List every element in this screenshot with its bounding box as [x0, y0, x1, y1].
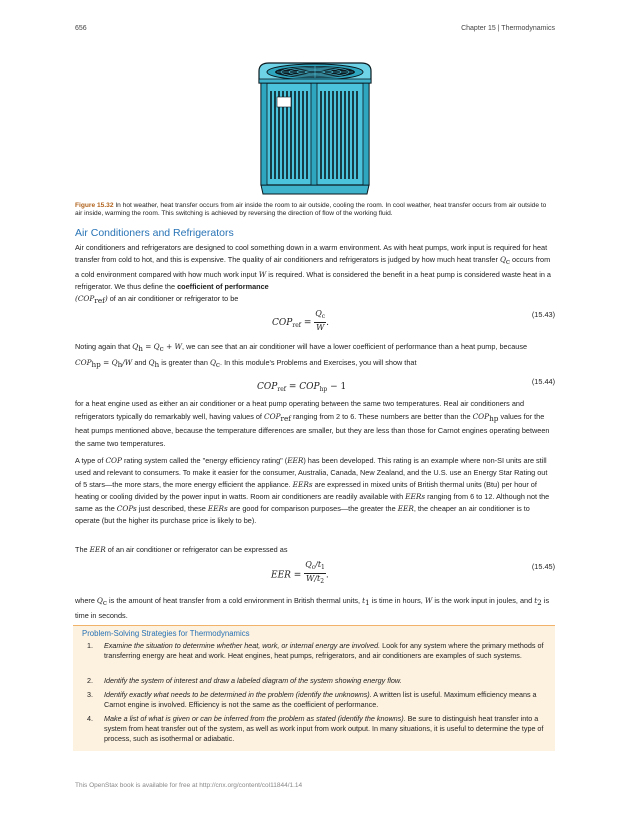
equation-15-43: $COP_{ref}$ = $\frac{Q_c}{W}$ . — [272, 309, 330, 332]
paragraph-5: The EER of an air conditioner or refrigerator can be expressed as — [75, 545, 288, 554]
figure-caption — [75, 202, 555, 219]
equation-15-44: $COP_{ref} = COP_{hp} - 1$ — [257, 382, 347, 393]
list-item: 1. Examine the situation to determine whether heat, work, or internal energy are involved. Look for any system where the primary methods of transferring energy are heat and work. Heat engines, heat pumps, refrigerators, and air conditioners are examples of such systems. — [87, 641, 544, 660]
strategies-title: Problem-Solving Strategies for Thermodynamics — [82, 629, 250, 638]
term-coefficient-of-performance: coefficient of performance — [177, 281, 269, 291]
air-conditioner-figure — [255, 57, 375, 197]
equation-number: (15.44) — [531, 377, 555, 386]
brand-plate — [277, 97, 291, 107]
figure-caption-text: In hot weather, heat transfer occurs from air inside the room to air outside, cooling the room. In cool weather, heat transfer occurs from air outside to air inside, warming the room. This switching is achieved by reversing the direction of flow of the working fluid. — [75, 202, 547, 218]
list-item: 3. Identify exactly what needs to be determined in the problem (identify the unknowns). A written list is useful. Maximum efficiency means a Carnot engine is involved. Efficiency is not the same as the coefficient of performance. — [87, 690, 537, 709]
list-item: 4. Make a list of what is given or can be inferred from the problem as stated (identify the knowns). Be sure to distinguish heat transfer into a system from heat transfer out of the system, as well as work input from work output. In many situations, it is useful to determine the type of process, such as isothermal or adiabatic. — [87, 714, 544, 743]
equation-number: (15.45) — [531, 562, 555, 571]
section-title: Air Conditioners and Refrigerators — [75, 227, 234, 239]
equation-15-45: EER = $\frac{Q_c/t_1}{W/t_2}$ . — [271, 560, 329, 585]
list-item: 2. Identify the system of interest and draw a labeled diagram of the system showing energy flow. — [87, 676, 402, 685]
paragraph-2: Noting again that Qh = Qc + W, we can see that an air conditioner will have a lower coefficient of performance than a heat pump, because COPhp = Qh/W and Qh is greater than Qc. In this module's Problems and Exercises, you will show that — [75, 342, 528, 369]
paragraph-6: where Qc is the amount of heat transfer from a cold environment in British thermal units, t1 is time in hours, W is the work input in joules, and t2 is time in seconds. — [75, 596, 550, 620]
page-number: 656 — [75, 25, 87, 32]
equation-number: (15.43) — [531, 310, 555, 319]
chapter-header: Chapter 15 | Thermodynamics — [461, 25, 555, 32]
paragraph-1: Air conditioners and refrigerators are designed to cool something down in a warm environment. As with heat pumps, work input is required for heat transfer from cold to hot, and this is expensive. The quality of air conditioners and refrigerators is judged by how much heat transfer Qc occurs from a cold environment compared with how much work input W is required. What is considered the benefit in a heat pump is considered waste heat in a refrigerator. We thus define the coefficient of performance (COPref) of an air conditioner or refrigerator to be — [75, 243, 551, 306]
paragraph-4: A type of COP rating system called the "energy efficiency rating" (EER) has been developed. This rating is an example where non-SI units are still used and relevant to consumers. To make it easier for the consumer, Australia, Canada, New Zealand, and the U.S. use an Energy Star Rating out of 5 stars—the more stars, the more energy efficient the appliance. EERs are expressed in mixed units of British thermal units (Btu) per hour of heating or cooling divided by the power input in watts. Room air conditioners are readily available with EERs ranging from 6 to 12. Although not the same as the COPs just described, these EERs are good for comparison purposes—the greater the EER, the cheaper an air conditioner is to operate (but the higher its purchase price is likely to be). — [75, 456, 550, 525]
paragraph-3: for a heat engine used as either an air conditioner or a heat pump operating between the same two temperatures. Real air conditioners and refrigerators typically do remarkably well, having values of COPref ranging from 2 to 6. These numbers are better than the COPhp values for the heat pumps mentioned above, because the temperature differences are smaller, but they are less than those for Carnot engines operating between the same two temperatures. — [75, 399, 550, 448]
figure-label: Figure 15.32 — [75, 202, 114, 209]
footer-text: This OpenStax book is available for free at http://cnx.org/content/col11844/1.14 — [75, 782, 303, 789]
